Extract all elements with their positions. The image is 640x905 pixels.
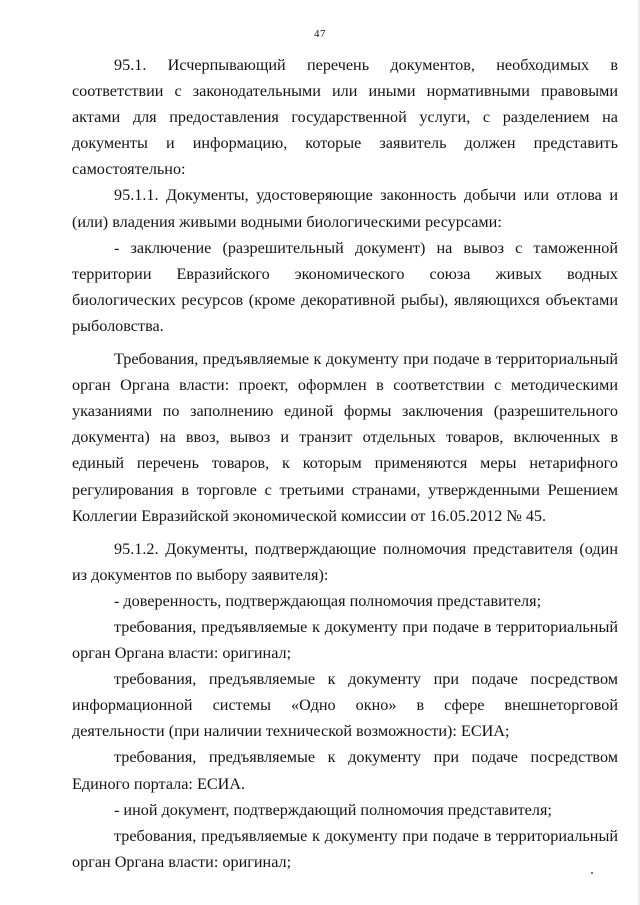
list-item-power-of-attorney: - доверенность, подтверждающая полномочия представителя;: [114, 591, 542, 610]
scan-speck: [591, 872, 593, 874]
document-body: [72, 52, 618, 875]
paragraph-requirements-territorial-original: требования, предъявляемые к документу при подаче в территориальный орган Органа власти: оригинал;: [72, 617, 618, 663]
paragraph-95-1-2: 95.1.2. Документы, подтверждающие полномочия представителя (один из документов по выбору заявителя):: [72, 539, 618, 584]
paragraph-requirements-project: Требования, предъявляемые к документу при подаче в территориальный орган Органа власти: проект, оформлен в соответствии с методическими указаниями по заполнению единой формы заключения (разрешительного документа) на ввоз, вывоз и транзит отдельных товаров, включенных в единый перечень товаров, к которым применяются меры нетарифного регулирования в торговле с третьими странами, утвержденными Решением Коллегии Евразийской экономической комиссии от 16.05.2012 № 45.: [72, 350, 618, 525]
paragraph-95-1: 95.1. Исчерпывающий перечень документов, необходимых в соответствии с законодательными или иными нормативными правовыми актами для предоставления государственной услуги, с разделением на документы и информацию, которые заявитель должен представить самостоятельно:: [72, 56, 618, 179]
paragraph-95-1-1: 95.1.1. Документы, удостоверяющие законность добычи или отлова и (или) владения живыми водными биологическими ресурсами:: [72, 186, 618, 231]
paragraph-requirements-unified-portal: требования, предъявляемые к документу при подаче посредством Единого портала: ЕСИА.: [72, 748, 618, 793]
paragraph-requirements-one-window: требования, предъявляемые к документу при подаче посредством информационной системы «Одно окно» в сфере внешнеторговой деятельности (при наличии технической возможности): ЕСИА;: [72, 670, 618, 741]
paragraph-requirements-territorial-original-2: требования, предъявляемые к документу при подаче в территориальный орган Органа власти: оригинал;: [72, 826, 618, 871]
list-item-other-document: - иной документ, подтверждающий полномочия представителя;: [114, 800, 552, 819]
list-item-conclusion: - заключение (разрешительный документ) на вывоз с таможенной территории Евразийского экономического союза живых водных биологических ресурсов (кроме декоративной рыбы), являющихся объектами рыболовства.: [72, 238, 618, 335]
page-number: 47: [314, 28, 326, 40]
